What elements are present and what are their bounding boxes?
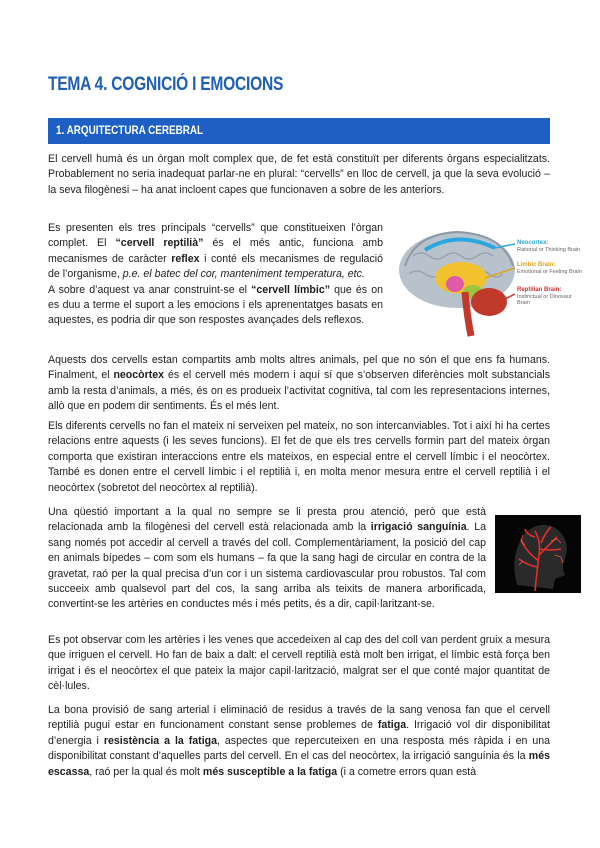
text-run: , raó per la qual és molt — [89, 765, 203, 778]
term-irrigation: irrigació sanguínia — [370, 521, 467, 534]
head-illustration — [495, 515, 581, 593]
label-neocortex — [517, 240, 580, 253]
paragraph-intro: El cervell humà és un òrgan molt complex que, de fet està constituït per diferents òrgans especialitzats. Probablement no seria inadequat parlar-ne en plural: “cervells” en lloc de cervell, ja que la seva evolució – la seva filogènesi – ha anat incloent capes que funcionaven a sobre de les anteriors. — [48, 153, 550, 196]
text-run: . La sang només pot accedir al cervell a través del coll. Complementàriament, la posició del cap en animals bípedes – com som els humans – fa que la sang hagi de circular en contra de la gravetat, raó per la qual precisa d’un cor i un sistema cardiovascular prou robustos. Tal com succeeix amb qualsevol part del cos, la sang arriba als teixits de manera arborificada, convertint-se les artèries en conductes més i més petits, és a dir, capil·laritzant-se. — [48, 521, 486, 611]
term-reflex: reflex — [171, 252, 200, 265]
triune-brain-figure — [395, 226, 582, 346]
text-run: i conté els mecanismes de regulació de l’organisme, — [48, 252, 383, 281]
text-run: Una qüestió important a la qual no sempre se li presta prou atenció, però que està relacionada amb la filogènesi del cervell està relacionada amb la — [48, 506, 486, 534]
paragraph-fatigue — [48, 703, 550, 780]
paragraph-neocortex — [48, 353, 550, 415]
section-header — [48, 118, 550, 144]
head-blood-vessels-image — [495, 515, 581, 593]
text-run: és el més antic, funciona amb mecanismes de caràcter — [48, 237, 383, 265]
term-limbic-brain: “cervell límbic” — [251, 283, 331, 296]
term-neocortex: neocòrtex — [113, 369, 165, 382]
term-fatigue-resistance: resistència a la fatiga — [103, 734, 218, 747]
text-run: . Irrigació vol dir disponibilitat d’energia i — [48, 719, 550, 747]
label-limbic-title: Limbic Brain: — [517, 262, 556, 268]
term-fatigue: fatiga — [377, 719, 407, 732]
text-run: Es presenten els tres principals “cervells” que constitueixen l’òrgan complet. El — [48, 222, 383, 250]
term-reptilian-brain: “cervell reptilià” — [115, 237, 204, 250]
text-run: és el cervell més modern i aquí sí que s’observen diferències molt substancials amb la resta d’animals, a més, és on es produeix l’activitat cognitiva, tal com les representacions internes, allò que en podem dir sentiments. És el més lent. — [48, 369, 550, 413]
label-neocortex-title: Neocortex: — [517, 240, 549, 246]
paragraph-irrigation — [48, 505, 486, 613]
text-run: que és on es duu a terme el suport a les emocions i els aprenentatges basats en aquestes, es podria dir que son respostes avançades dels reflexos. — [48, 283, 383, 327]
page-title: TEMA 4. COGNICIÓ I EMOCIONS — [48, 74, 284, 95]
label-reptilian-sub: Instinctual or Dinosaur — [517, 293, 572, 300]
text-run: (i a cometre errors quan està — [337, 765, 477, 778]
label-reptilian-title: Reptilian Brain: — [517, 287, 562, 293]
label-reptilian — [517, 287, 572, 307]
paragraph-relations: Els diferents cervells no fan el mateix ni serveixen pel mateix, no son intercanviables. Tot i així hi ha certes relacions entre aquests (i les seves funcions). El fet de que els tres cervells formin part del mateix òrgan comporta que existiran interaccions entre els mateixos, en especial entre el cervell límbic i el neocòrtex. També es donen entre el cervell límbic i el reptilià i, en molta menor mesura entre el cervell reptilià i el neocòrtex (sobretot del neocòrtex al reptilià). — [48, 420, 550, 494]
label-neocortex-sub: Rational or Thinking Brain — [517, 246, 581, 253]
term-scarcest: més escassa — [48, 750, 550, 778]
section-title: 1. ARQUITECTURA CEREBRAL — [56, 125, 204, 137]
text-run: A sobre d’aquest va anar construint-se el — [48, 283, 252, 296]
label-limbic — [517, 262, 582, 275]
text-run: La bona provisió de sang arterial i eliminació de residus a través de la sang venosa fan que el cervell reptilià pugui estar en funcionament constant sense problemes de — [48, 704, 550, 732]
label-limbic-sub: Emotional or Feeling Brain — [517, 268, 582, 275]
paragraph-vessels: Es pot observar com les artèries i les venes que accedeixen al cap des del coll van perdent gruix a mesura que irriguen el cervell. Ho fan de baix a dalt: el cervell reptilià està molt ben irrigat, el límbic està força ben irrigat i és el neocòrtex el que pateix la major capil·larització, malgrat ser el que conté major quantitat de cèl·lules. — [48, 634, 550, 693]
text-run: Aquests dos cervells estan compartits amb molts altres animals, pel que no són el que ens fa humans. Finalment, el — [48, 354, 550, 382]
paragraph-three-brains — [48, 221, 383, 329]
label-reptilian-sub-2: Brain — [517, 300, 530, 306]
term-more-susceptible: més susceptible a la fatiga — [202, 765, 338, 778]
text-run: , aspectes que repercuteixen en una resposta més ràpida i en una disponibilitat constant d’aquelles parts del cervell. En el cas del neocòrtex, la irrigació sanguínia és la — [48, 734, 551, 763]
example-text: p.e. el batec del cor, manteniment temperatura, etc. — [122, 268, 365, 281]
